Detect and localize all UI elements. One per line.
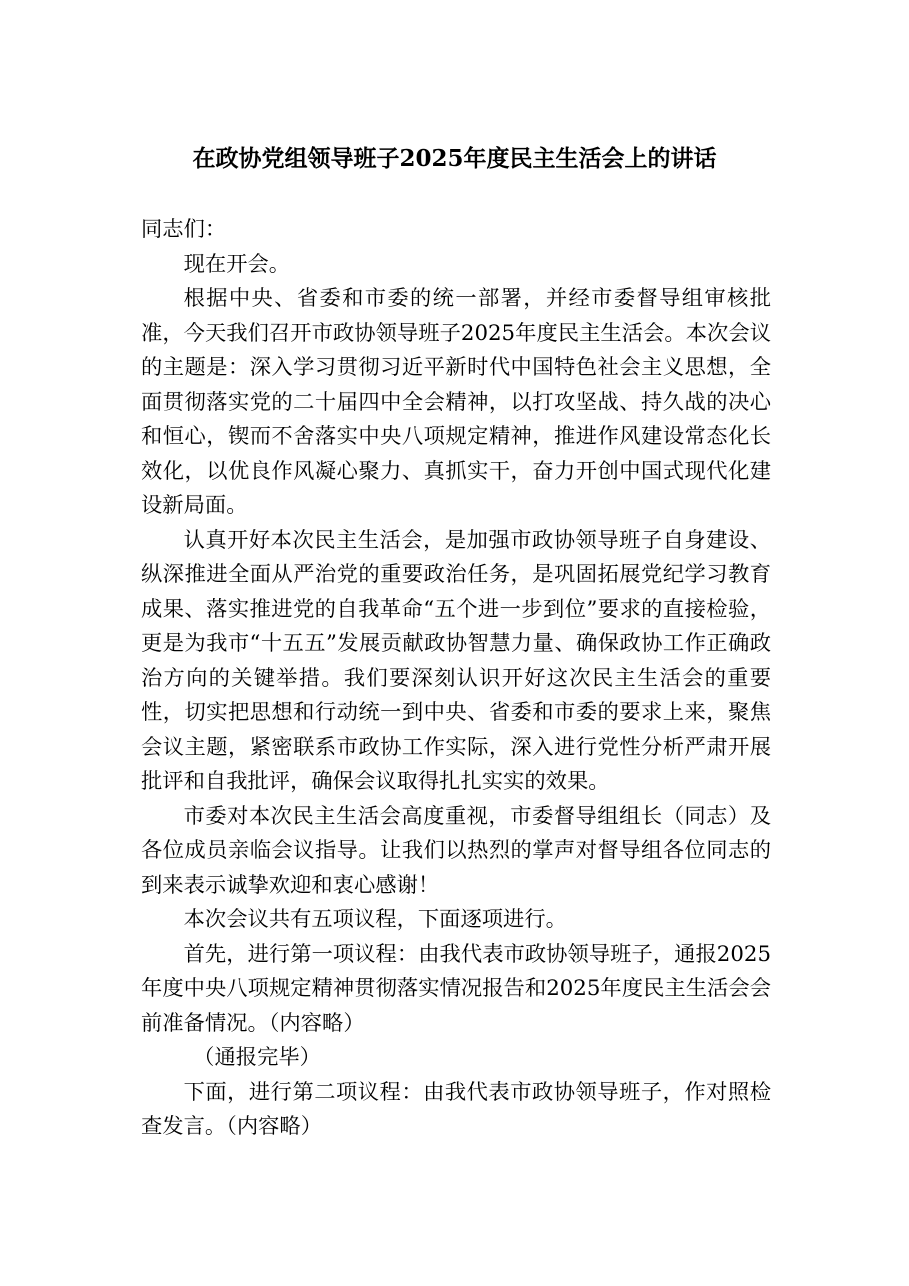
document-title: 在政协党组领导班子2025年度民主生活会上的讲话 (192, 145, 717, 172)
report-finished-paragraph: （通报完毕） (193, 1045, 321, 1070)
welcome-paragraph: 市委对本次民主生活会高度重视，市委督导组组长（同志）及各位成员亲临会议指导。让我们以热烈的掌声对督导组各位同志的到来表示诚挚欢迎和衷心感谢！ (141, 803, 771, 898)
agenda-item-one-paragraph: 首先，进行第一项议程：由我代表市政协领导班子，通报2025年度中央八项规定精神贯彻落实情况报告和2025年度民主生活会会前准备情况。（内容略） (141, 941, 771, 1036)
significance-paragraph: 认真开好本次民主生活会，是加强市政协领导班子自身建设、纵深推进全面从严治党的重要政治任务，是巩固拓展党纪学习教育成果、落实推进党的自我革命“五个进一步到位”要求的直接检验，更是为我市“十五五”发展贡献政协智慧力量、确保政协工作正确政治方向的关键举措。我们要深刻认识开好这次民主生活会的重要性，切实把思想和行动统一到中央、省委和市委的要求上来，聚焦会议主题，紧密联系市政协工作实际，深入进行党性分析严肃开展批评和自我批评，确保会议取得扎扎实实的效果。 (141, 527, 771, 794)
document-body (141, 213, 771, 1145)
agenda-item-two-paragraph: 下面，进行第二项议程：由我代表市政协领导班子，作对照检查发言。（内容略） (141, 1079, 771, 1139)
theme-paragraph: 根据中央、省委和市委的统一部署，并经市委督导组审核批准，今天我们召开市政协领导班子2025年度民主生活会。本次会议的主题是：深入学习贯彻习近平新时代中国特色社会主义思想，全面贯彻落实党的二十届四中全会精神，以打攻坚战、持久战的决心和恒心，锲而不舍落实中央八项规定精神，推进作风建设常态化长效化，以优良作风凝心聚力、真抓实干，奋力开创中国式现代化建设新局面。 (141, 286, 771, 518)
salutation-paragraph: 同志们： (141, 217, 227, 242)
agenda-intro-paragraph: 本次会议共有五项议程，下面逐项进行。 (183, 907, 567, 932)
opening-paragraph: 现在开会。 (183, 251, 291, 277)
